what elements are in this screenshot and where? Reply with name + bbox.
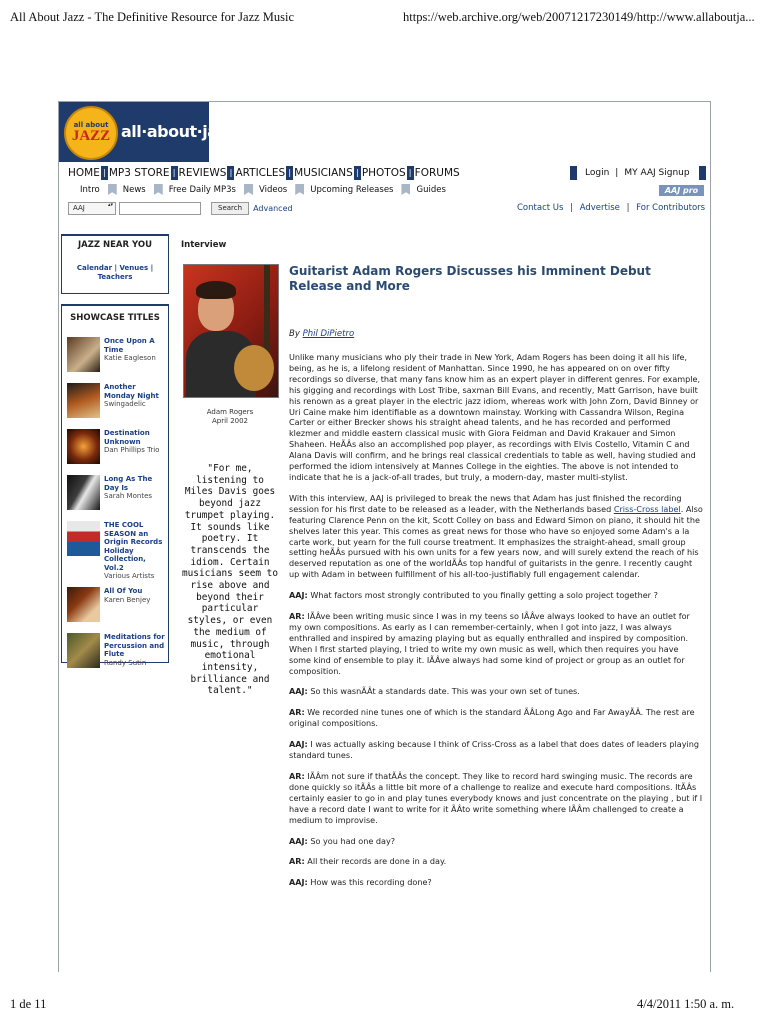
- nav-musicians[interactable]: MUSICIANS: [294, 167, 353, 179]
- search-bar: [68, 202, 293, 215]
- paragraph-text: . Also featuring Clarence Penn on the kit, Scott Colley on bass and Edward Simon on piano, it should hit the shelves later this year. This comes as great news for those who have so enjoyed some Adam's a la carte work, but yearn for the full course treatment. It emphasizes the straight-ahead, small group setting heÃÂs pursued with his own units for a few years now, and will surely extend the reach of his deserved reputation as one of the worldÃÂs top handful of guitarists in the genre. I recently caught up with Adam in between fulfillment of his all-too-justifiably full engagement calendar.: [289, 503, 703, 580]
- qa-text: IÃÂve been writing music since I was in my teens so IÃÂve always looked to have an outlet for my own compositions. As early as I can remember-certainly, when I got into jazz, I was always enthralled and inspired by amazing playing but as equally enthralled and inspired by composition. When I first started playing, I tried to write my own music as well, which then requires you have some kind of ensemble to play it. IÃÂve always had some kind of project or group as an outlet for composition.: [289, 611, 690, 676]
- qa-item: [289, 771, 703, 826]
- print-page-url: https://web.archive.org/web/20071217230149/http://www.allaboutja...: [403, 10, 755, 24]
- criss-cross-link[interactable]: Criss-Cross label: [613, 503, 681, 514]
- logo-badge: [64, 106, 118, 160]
- caption-name: Adam Rogers: [206, 408, 254, 416]
- showcase-artist: Sarah Montes: [104, 492, 153, 500]
- showcase-artist: Swingadelic: [104, 400, 146, 408]
- nav-separator: |: [227, 166, 234, 180]
- album-cover-image[interactable]: [67, 383, 100, 418]
- logo-badge-top: all about: [73, 121, 109, 129]
- qa-item: [289, 836, 703, 847]
- nav-forums[interactable]: FORUMS: [414, 167, 460, 179]
- qa-item: [289, 590, 703, 601]
- jazz-near-you-links[interactable]: Calendar | Venues | Teachers: [76, 264, 154, 281]
- author-link[interactable]: Phil DiPietro: [302, 329, 355, 339]
- pull-quote: "For me, listening to Miles Davis goes beyond jazz trumpet playing. It sounds like poetry. It transcends the idiom. Certain musicians seem to rise above and beyond their particular styles, or even the medium of music, through emotional intensity, brilliance and talent.": [182, 463, 278, 697]
- showcase-title[interactable]: Long As The Day Is: [104, 475, 153, 492]
- album-cover-image[interactable]: [67, 587, 100, 622]
- showcase-title[interactable]: Meditations for Percussion and Flute: [104, 633, 165, 658]
- speaker-label: AAJ:: [289, 686, 308, 697]
- showcase-item[interactable]: [67, 521, 167, 580]
- showcase-item[interactable]: [67, 633, 167, 671]
- site-logo[interactable]: [59, 102, 236, 162]
- qa-text: So this wasnÃÂt a standards date. This was your own set of tunes.: [307, 686, 580, 697]
- speaker-label: AAJ:: [289, 739, 308, 750]
- qa-text: IÃÂm not sure if thatÃÂs the concept. They like to record hard swinging music. The records are done quickly so itÃÂs a little bit more of a challenge to realize and execute hard compositions. ItÃÂs certainly easier to go in and play tunes everybody knows and just concentrate on the playing , but if I have a record date I want to write for it ÃÂto write something where IÃÂm challenged to create a medium to improvise.: [289, 771, 703, 825]
- showcase-title[interactable]: Destination Unknown: [104, 429, 150, 446]
- showcase-title[interactable]: All Of You: [104, 587, 143, 595]
- speaker-label: AR:: [289, 771, 305, 781]
- byline: [289, 329, 354, 339]
- speaker-label: AR:: [289, 707, 305, 718]
- qa-item: [289, 856, 703, 867]
- nav-separator: |: [171, 166, 178, 180]
- subnav-videos[interactable]: Videos: [258, 184, 288, 195]
- sub-nav: [80, 184, 446, 195]
- speaker-label: AR:: [289, 856, 305, 867]
- qa-item: [289, 686, 703, 697]
- login-link[interactable]: Login: [585, 168, 610, 178]
- utility-separator: |: [570, 203, 574, 213]
- subnav-free-daily-mp3s[interactable]: Free Daily MP3s: [168, 184, 236, 195]
- showcase-item[interactable]: [67, 383, 167, 421]
- jazz-near-you-box: [61, 234, 169, 294]
- showcase-artist: Randy Sutin: [104, 658, 147, 667]
- showcase-artist: Various Artists: [104, 572, 155, 580]
- qa-item: [289, 611, 703, 676]
- album-cover-image[interactable]: [67, 633, 100, 668]
- nav-reviews[interactable]: REVIEWS: [178, 167, 227, 179]
- aaj-pro-badge[interactable]: AAJ pro: [659, 185, 704, 196]
- album-cover-image[interactable]: [67, 475, 100, 510]
- nav-photos[interactable]: PHOTOS: [361, 167, 406, 179]
- showcase-item[interactable]: [67, 475, 167, 513]
- search-scope-select[interactable]: AAJ ▴▾: [68, 202, 116, 215]
- nav-home[interactable]: HOME: [68, 167, 100, 179]
- showcase-title[interactable]: THE COOL SEASON an Origin Records Holiday Collection, Vol.2: [104, 521, 163, 572]
- nav-articles[interactable]: ARTICLES: [235, 167, 286, 179]
- advertise-link[interactable]: Advertise: [579, 203, 620, 213]
- showcase-artist: Karen Benjey: [104, 595, 151, 604]
- tab-flag-icon: [401, 184, 410, 195]
- print-datetime: 4/4/2011 1:50 a. m.: [637, 997, 735, 1011]
- showcase-artist: Dan Phillips Trio: [104, 446, 160, 454]
- qa-text: What factors most strongly contributed to you finally getting a solo project together ?: [307, 590, 658, 601]
- subnav-intro[interactable]: Intro: [80, 184, 100, 195]
- qa-text: We recorded nine tunes one of which is the standard ÃÂLong Ago and Far AwayÃÂ. The rest are original compositions.: [289, 707, 695, 729]
- tab-flag-icon: [154, 184, 163, 195]
- subnav-news[interactable]: News: [122, 184, 146, 195]
- qa-item: [289, 877, 703, 888]
- qa-item: [289, 739, 703, 761]
- nav-separator: |: [286, 166, 293, 180]
- showcase-artist: Katie Eagleson: [104, 354, 156, 362]
- showcase-title[interactable]: Another Monday Night: [104, 383, 159, 400]
- guitar-neck-shape: [264, 265, 270, 360]
- jazz-near-you-heading: JAZZ NEAR YOU: [77, 240, 152, 250]
- signup-marker-icon: [699, 166, 706, 180]
- article-paragraph: Unlike many musicians who ply their trade in New York, Adam Rogers has been doing it all his life, being, as he is, a lifelong resident of Manhattan. Since 1990, he has appeared on on over fifty recordings so diverse, that many fans know him as an expert player in different genres. For example, his gigging and recordings with Lost Tribe, saxman Bill Evans, and recently, Matt Garrison, have built his renown as a great player in the electric jazz idiom, whereas work with John Zorn, David Binney or Uri Caine make him identifiable as a downtown mainstay. Working with Cassandra Wilson, Regina Carter or either Brecker shows his straight ahead talents, and he has recorded and performed klezmer and middle eastern classical music with Giora Feidman and David Krakauer and Simon Shaheen. HeÃÂs also an accomplished pop player, as recordings with Elvis Costello, Vitamin C and Alana Davis will confirm, and he brings real classical credentials to table as well, having studied and performed the idiom intensively at Mannes College in the eighties. The above is not intended to indicate that he is a jack-of-all trades, but truly, a modern-day, master multi-stylist.: [289, 352, 701, 482]
- qa-item: [289, 707, 703, 729]
- subnav-guides[interactable]: Guides: [416, 184, 446, 195]
- caption-date: April 2002: [211, 417, 249, 425]
- adam-rogers-photo: [183, 264, 279, 398]
- article-body: [289, 352, 703, 898]
- nav-separator: |: [407, 166, 414, 180]
- nav-separator: |: [354, 166, 361, 180]
- print-page-number: 1 de 11: [10, 997, 47, 1011]
- logo-wordmark: all·about·jazz: [121, 122, 236, 141]
- speaker-label: AAJ:: [289, 835, 308, 846]
- tab-flag-icon: [108, 184, 117, 195]
- album-cover-image[interactable]: [67, 429, 100, 464]
- search-button[interactable]: Search: [211, 202, 249, 215]
- showcase-title[interactable]: Once Upon A Time: [104, 337, 155, 354]
- showcase-item[interactable]: [67, 587, 167, 625]
- qa-text: So you had one day?: [307, 835, 396, 846]
- qa-text: All their records are done in a day.: [304, 856, 447, 867]
- subnav-upcoming-releases[interactable]: Upcoming Releases: [310, 184, 394, 195]
- main-nav: [68, 166, 460, 180]
- contact-us-link[interactable]: Contact Us: [517, 203, 564, 213]
- guitar-body-shape: [234, 345, 274, 391]
- logo-badge-main: JAZZ: [71, 128, 111, 144]
- login-marker-icon: [570, 166, 577, 180]
- tab-flag-icon: [295, 184, 304, 195]
- photo-caption: [183, 408, 277, 426]
- qa-text: How was this recording done?: [307, 877, 432, 888]
- showcase-item[interactable]: [67, 429, 167, 467]
- showcase-heading: SHOWCASE TITLES: [70, 313, 160, 323]
- account-links: [570, 166, 706, 180]
- album-cover-image[interactable]: [67, 337, 100, 372]
- qa-text: I was actually asking because I think of Criss-Cross as a label that does dates of leaders playing standard tunes.: [289, 739, 699, 761]
- tab-flag-icon: [244, 184, 253, 195]
- album-cover-image[interactable]: [67, 521, 100, 556]
- showcase-titles-box: [61, 304, 169, 667]
- hair-shape: [196, 281, 236, 299]
- utility-separator: |: [626, 203, 630, 213]
- article-title: Guitarist Adam Rogers Discusses his Imminent Debut Release and More: [289, 264, 651, 293]
- utility-links: [517, 203, 705, 213]
- nav-separator: |: [101, 166, 108, 180]
- account-separator: |: [615, 168, 619, 178]
- speaker-label: AR:: [289, 611, 305, 622]
- byline-prefix: By: [289, 329, 300, 339]
- nav-mp3-store[interactable]: MP3 STORE: [108, 167, 170, 179]
- section-label: Interview: [181, 240, 227, 250]
- print-page-title: All About Jazz - The Definitive Resource for Jazz Music: [10, 10, 295, 24]
- paragraph-text: With this interview, AAJ is privileged to break the news that Adam has just finished the recording session for his first date to be released as a leader, with the Netherlands based: [289, 492, 682, 514]
- signup-link[interactable]: MY AAJ Signup: [624, 168, 690, 178]
- advanced-search-link[interactable]: Advanced: [253, 204, 293, 213]
- speaker-label: AAJ:: [289, 590, 308, 601]
- contributors-link[interactable]: For Contributors: [636, 203, 706, 213]
- speaker-label: AAJ:: [289, 877, 308, 888]
- article-paragraph: [289, 493, 703, 580]
- showcase-item[interactable]: [67, 337, 167, 375]
- search-input[interactable]: [119, 202, 201, 215]
